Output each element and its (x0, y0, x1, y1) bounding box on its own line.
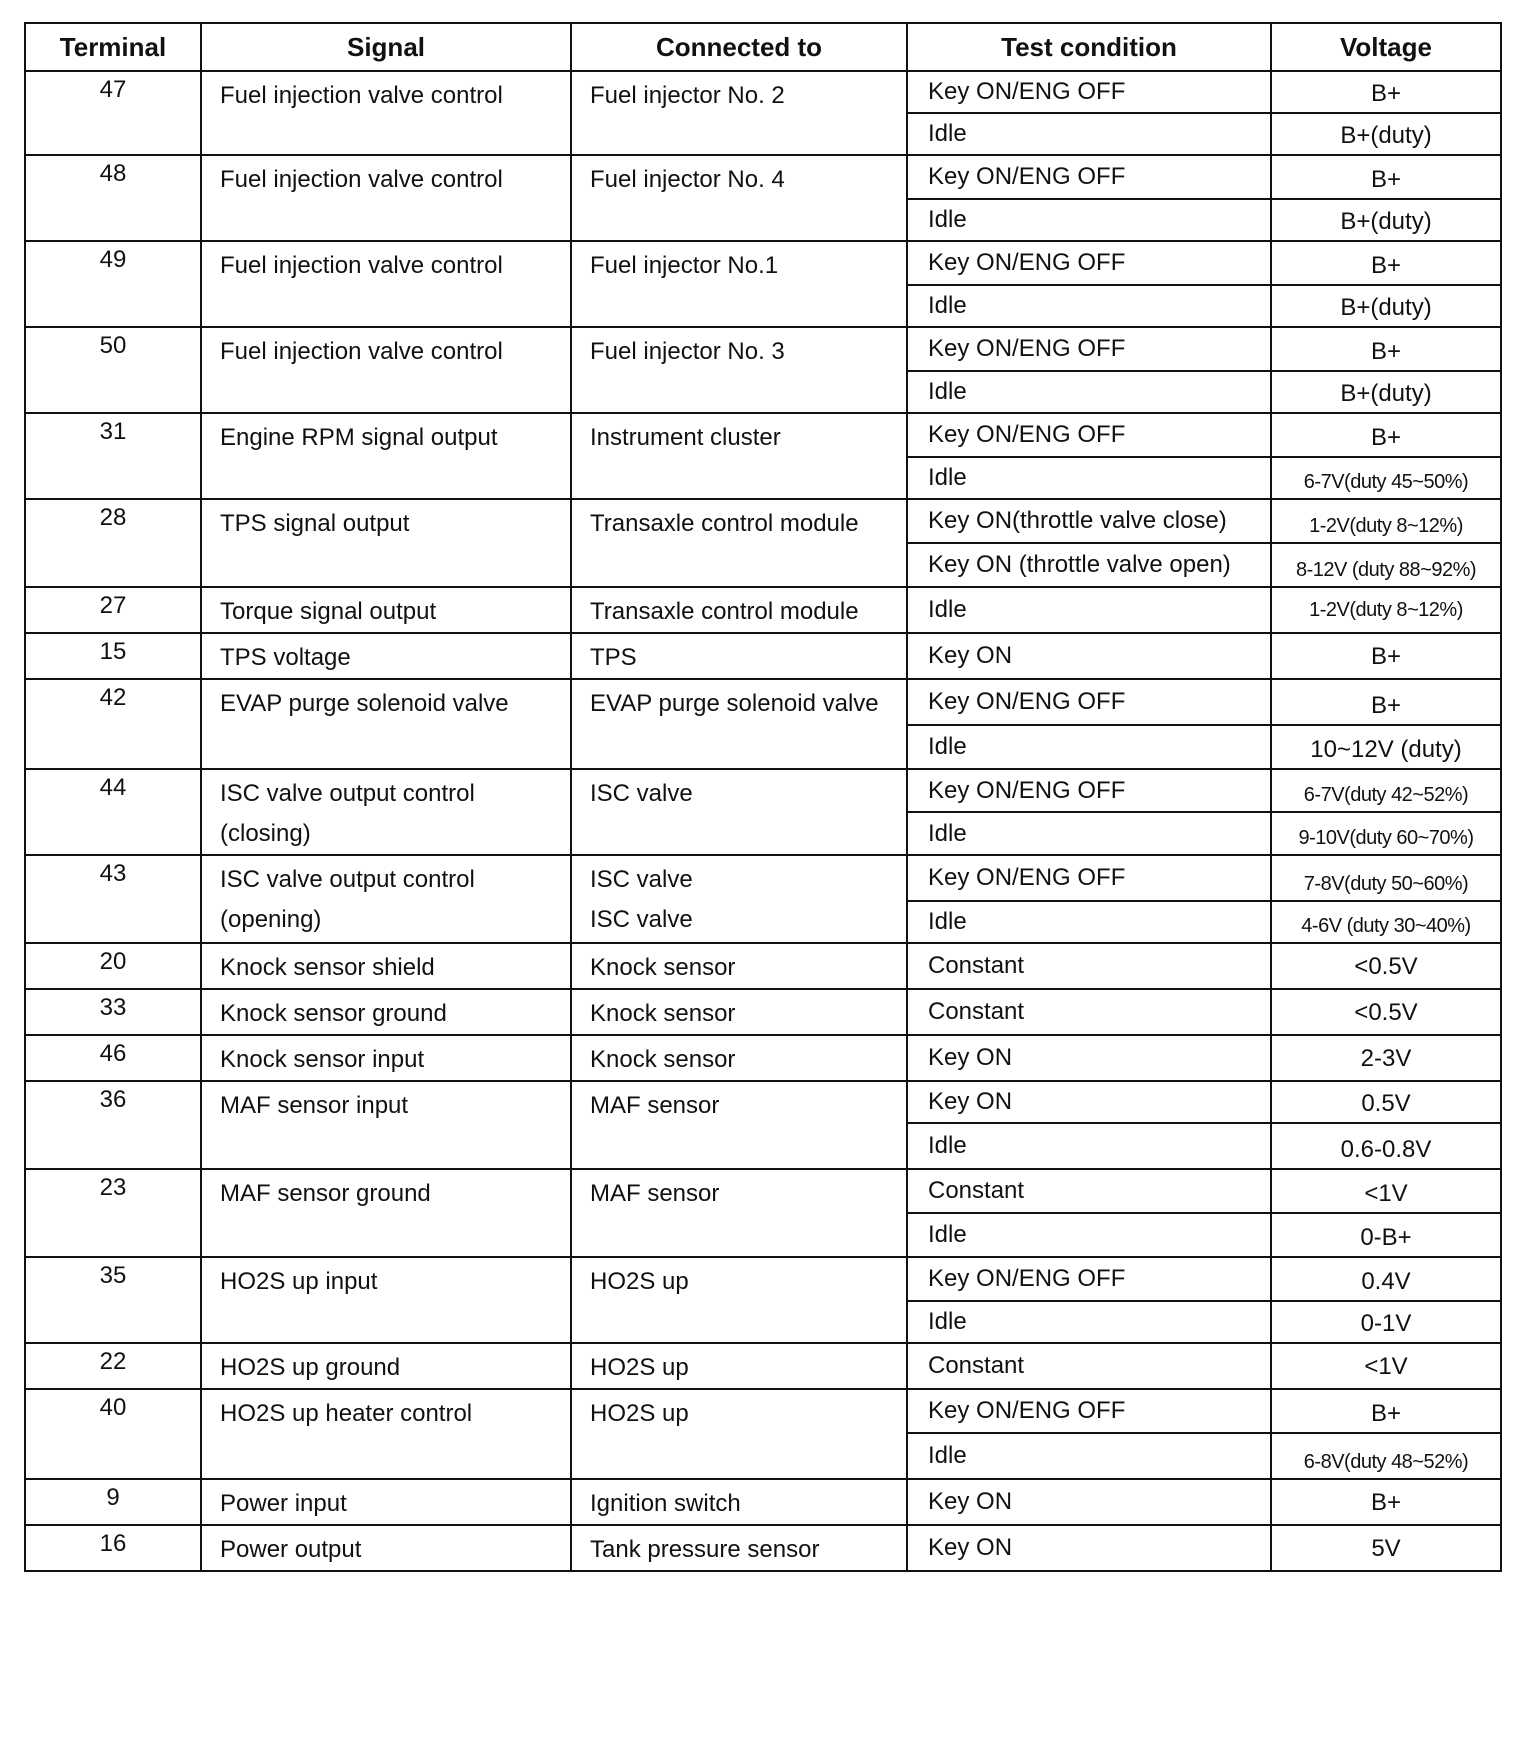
signal-cell (201, 499, 571, 587)
connected-to-text: Fuel injector No. 3 (590, 338, 785, 365)
table-row (25, 1081, 1501, 1123)
table-row (25, 499, 1501, 543)
test-condition-cell: Key ON (907, 1081, 1271, 1123)
connected-to-cell (571, 1257, 907, 1343)
signal-cell (201, 855, 571, 943)
terminal-cell: 16 (25, 1525, 201, 1571)
test-condition-cell: Idle (907, 1213, 1271, 1257)
table-row (25, 71, 1501, 113)
signal-cell (201, 155, 571, 241)
test-condition-cell: Idle (907, 1123, 1271, 1169)
connected-to-text: MAF sensor (590, 1092, 720, 1119)
voltage-cell: 1-2V(duty 8~12%) (1271, 499, 1501, 543)
test-condition-cell: Key ON/ENG OFF (907, 1257, 1271, 1301)
table-row (25, 413, 1501, 457)
test-condition-cell: Key ON (907, 633, 1271, 679)
table-row (25, 943, 1501, 989)
table-row (25, 989, 1501, 1035)
connected-to-text: HO2S up (590, 1268, 689, 1295)
connected-to-cell (571, 241, 907, 327)
signal-text: Torque signal output (220, 598, 437, 625)
connected-to-cell (571, 989, 907, 1035)
connected-to-cell (571, 1479, 907, 1525)
connected-to-cell (571, 413, 907, 499)
header-voltage: Voltage (1271, 23, 1501, 71)
connected-to-cell (571, 499, 907, 587)
connected-to-cell (571, 71, 907, 155)
terminal-cell: 50 (25, 327, 201, 413)
test-condition-cell: Key ON/ENG OFF (907, 155, 1271, 199)
voltage-cell: B+ (1271, 679, 1501, 725)
connected-to-text: EVAP purge solenoid valve (590, 690, 879, 717)
signal-text: HO2S up ground (220, 1354, 401, 1381)
terminal-cell: 23 (25, 1169, 201, 1257)
voltage-cell: <0.5V (1271, 943, 1501, 989)
test-condition-cell: Key ON (907, 1035, 1271, 1081)
table-row (25, 1479, 1501, 1525)
terminal-cell: 40 (25, 1389, 201, 1479)
connected-to-text: Fuel injector No.1 (590, 252, 779, 279)
voltage-cell: B+ (1271, 1479, 1501, 1525)
test-condition-cell: Key ON(throttle valve close) (907, 499, 1271, 543)
signal-text: Engine RPM signal output (220, 424, 498, 451)
terminal-cell: 9 (25, 1479, 201, 1525)
voltage-cell: B+ (1271, 327, 1501, 371)
table-row (25, 155, 1501, 199)
test-condition-cell: Key ON (907, 1479, 1271, 1525)
voltage-cell: 8-12V (duty 88~92%) (1271, 543, 1501, 587)
table-row (25, 1257, 1501, 1301)
signal-text: Knock sensor input (220, 1046, 425, 1073)
voltage-cell: <0.5V (1271, 989, 1501, 1035)
terminal-cell: 48 (25, 155, 201, 241)
terminal-voltage-sheet (24, 22, 1500, 1572)
voltage-cell: 7-8V(duty 50~60%) (1271, 855, 1501, 901)
voltage-cell: 2-3V (1271, 1035, 1501, 1081)
connected-to-text: MAF sensor (590, 1180, 720, 1207)
signal-text: TPS signal output (220, 510, 410, 537)
test-condition-cell: Idle (907, 725, 1271, 769)
terminal-cell: 36 (25, 1081, 201, 1169)
signal-text: Power output (220, 1536, 362, 1563)
table-row (25, 1343, 1501, 1389)
connected-to-cell (571, 633, 907, 679)
connected-to-text: ISC valve (590, 906, 693, 933)
voltage-cell: <1V (1271, 1169, 1501, 1213)
signal-text: Power input (220, 1490, 347, 1517)
voltage-cell: 10~12V (duty) (1271, 725, 1501, 769)
test-condition-cell: Idle (907, 901, 1271, 943)
test-condition-cell: Key ON/ENG OFF (907, 1389, 1271, 1433)
signal-text: EVAP purge solenoid valve (220, 690, 509, 717)
signal-text: Fuel injection valve control (220, 338, 503, 365)
signal-text: ISC valve output control (220, 780, 475, 807)
voltage-cell: B+(duty) (1271, 371, 1501, 413)
terminal-cell: 28 (25, 499, 201, 587)
test-condition-cell: Idle (907, 812, 1271, 855)
connected-to-cell (571, 943, 907, 989)
signal-cell (201, 71, 571, 155)
header-terminal: Terminal (25, 23, 201, 71)
connected-to-text: Knock sensor (590, 1000, 736, 1027)
header-signal: Signal (201, 23, 571, 71)
signal-cell (201, 1479, 571, 1525)
voltage-cell: 0.6-0.8V (1271, 1123, 1501, 1169)
signal-cell (201, 1389, 571, 1479)
connected-to-cell (571, 855, 907, 943)
test-condition-cell: Idle (907, 587, 1271, 633)
test-condition-cell: Key ON/ENG OFF (907, 413, 1271, 457)
test-condition-cell: Idle (907, 113, 1271, 155)
test-condition-cell: Key ON/ENG OFF (907, 855, 1271, 901)
voltage-cell: 0.5V (1271, 1081, 1501, 1123)
connected-to-text: Ignition switch (590, 1490, 741, 1517)
terminal-cell: 15 (25, 633, 201, 679)
connected-to-text: Knock sensor (590, 1046, 736, 1073)
signal-cell (201, 1081, 571, 1169)
voltage-cell: B+(duty) (1271, 199, 1501, 241)
connected-to-text: Knock sensor (590, 954, 736, 981)
table-row (25, 327, 1501, 371)
test-condition-cell: Key ON/ENG OFF (907, 241, 1271, 285)
terminal-cell: 33 (25, 989, 201, 1035)
connected-to-cell (571, 1389, 907, 1479)
header-connected-to: Connected to (571, 23, 907, 71)
signal-cell (201, 413, 571, 499)
signal-cell (201, 769, 571, 855)
table-row (25, 1525, 1501, 1571)
connected-to-text: Fuel injector No. 4 (590, 166, 785, 193)
signal-text: Knock sensor shield (220, 954, 435, 981)
signal-cell (201, 1169, 571, 1257)
connected-to-cell (571, 769, 907, 855)
table-row (25, 855, 1501, 901)
signal-cell (201, 679, 571, 769)
connected-to-cell (571, 1035, 907, 1081)
signal-cell (201, 1525, 571, 1571)
voltage-cell: 9-10V(duty 60~70%) (1271, 812, 1501, 855)
voltage-cell: 1-2V(duty 8~12%) (1271, 587, 1501, 633)
signal-text: ISC valve output control (220, 866, 475, 893)
terminal-cell: 44 (25, 769, 201, 855)
signal-cell (201, 633, 571, 679)
signal-cell (201, 587, 571, 633)
header-test-condition: Test condition (907, 23, 1271, 71)
signal-text: Fuel injection valve control (220, 166, 503, 193)
connected-to-cell (571, 1525, 907, 1571)
terminal-cell: 22 (25, 1343, 201, 1389)
terminal-cell: 35 (25, 1257, 201, 1343)
terminal-cell: 27 (25, 587, 201, 633)
signal-text: (closing) (220, 820, 311, 847)
table-row (25, 633, 1501, 679)
signal-cell (201, 989, 571, 1035)
signal-text: HO2S up heater control (220, 1400, 473, 1427)
test-condition-cell: Idle (907, 1433, 1271, 1479)
test-condition-cell: Idle (907, 1301, 1271, 1343)
test-condition-cell: Idle (907, 199, 1271, 241)
connected-to-cell (571, 679, 907, 769)
terminal-cell: 20 (25, 943, 201, 989)
terminal-voltage-table (24, 22, 1502, 1572)
terminal-cell: 42 (25, 679, 201, 769)
connected-to-cell (571, 1169, 907, 1257)
signal-cell (201, 241, 571, 327)
voltage-cell: <1V (1271, 1343, 1501, 1389)
table-row (25, 679, 1501, 725)
connected-to-text: Instrument cluster (590, 424, 781, 451)
table-row (25, 1169, 1501, 1213)
table-row (25, 241, 1501, 285)
test-condition-cell: Idle (907, 457, 1271, 499)
signal-cell (201, 1035, 571, 1081)
voltage-cell: 0-1V (1271, 1301, 1501, 1343)
test-condition-cell: Key ON/ENG OFF (907, 71, 1271, 113)
voltage-cell: B+(duty) (1271, 285, 1501, 327)
test-condition-cell: Constant (907, 989, 1271, 1035)
table-row (25, 769, 1501, 812)
test-condition-cell: Constant (907, 1343, 1271, 1389)
table-row (25, 587, 1501, 633)
test-condition-cell: Key ON/ENG OFF (907, 327, 1271, 371)
table-row (25, 1035, 1501, 1081)
connected-to-text: Tank pressure sensor (590, 1536, 820, 1563)
test-condition-cell: Idle (907, 285, 1271, 327)
test-condition-cell: Constant (907, 943, 1271, 989)
signal-text: (opening) (220, 906, 322, 933)
signal-text: Knock sensor ground (220, 1000, 447, 1027)
voltage-cell: 6-8V(duty 48~52%) (1271, 1433, 1501, 1479)
voltage-cell: 6-7V(duty 42~52%) (1271, 769, 1501, 812)
connected-to-cell (571, 587, 907, 633)
voltage-cell: B+ (1271, 241, 1501, 285)
terminal-cell: 47 (25, 71, 201, 155)
table-header-row (25, 23, 1501, 71)
signal-cell (201, 1257, 571, 1343)
test-condition-cell: Constant (907, 1169, 1271, 1213)
voltage-cell: B+ (1271, 155, 1501, 199)
signal-cell (201, 943, 571, 989)
signal-text: Fuel injection valve control (220, 82, 503, 109)
connected-to-cell (571, 1343, 907, 1389)
voltage-cell: B+(duty) (1271, 113, 1501, 155)
signal-text: TPS voltage (220, 644, 351, 671)
terminal-cell: 46 (25, 1035, 201, 1081)
terminal-cell: 43 (25, 855, 201, 943)
connected-to-text: Fuel injector No. 2 (590, 82, 785, 109)
connected-to-text: Transaxle control module (590, 510, 859, 537)
signal-text: MAF sensor input (220, 1092, 409, 1119)
test-condition-cell: Idle (907, 371, 1271, 413)
signal-cell (201, 1343, 571, 1389)
voltage-cell: 6-7V(duty 45~50%) (1271, 457, 1501, 499)
connected-to-text: TPS (590, 644, 637, 671)
voltage-cell: 5V (1271, 1525, 1501, 1571)
connected-to-cell (571, 1081, 907, 1169)
signal-text: HO2S up input (220, 1268, 378, 1295)
connected-to-text: HO2S up (590, 1354, 689, 1381)
test-condition-cell: Key ON/ENG OFF (907, 679, 1271, 725)
connected-to-cell (571, 327, 907, 413)
test-condition-cell: Key ON (907, 1525, 1271, 1571)
connected-to-text: ISC valve (590, 866, 693, 893)
voltage-cell: B+ (1271, 413, 1501, 457)
connected-to-text: Transaxle control module (590, 598, 859, 625)
voltage-cell: B+ (1271, 1389, 1501, 1433)
connected-to-text: HO2S up (590, 1400, 689, 1427)
voltage-cell: 0.4V (1271, 1257, 1501, 1301)
connected-to-cell (571, 155, 907, 241)
voltage-cell: B+ (1271, 633, 1501, 679)
table-row (25, 1389, 1501, 1433)
voltage-cell: 4-6V (duty 30~40%) (1271, 901, 1501, 943)
test-condition-cell: Key ON/ENG OFF (907, 769, 1271, 812)
signal-cell (201, 327, 571, 413)
test-condition-cell: Key ON (throttle valve open) (907, 543, 1271, 587)
voltage-cell: B+ (1271, 71, 1501, 113)
terminal-cell: 49 (25, 241, 201, 327)
terminal-cell: 31 (25, 413, 201, 499)
signal-text: MAF sensor ground (220, 1180, 431, 1207)
table-body (25, 71, 1501, 1571)
connected-to-text: ISC valve (590, 780, 693, 807)
voltage-cell: 0-B+ (1271, 1213, 1501, 1257)
signal-text: Fuel injection valve control (220, 252, 503, 279)
